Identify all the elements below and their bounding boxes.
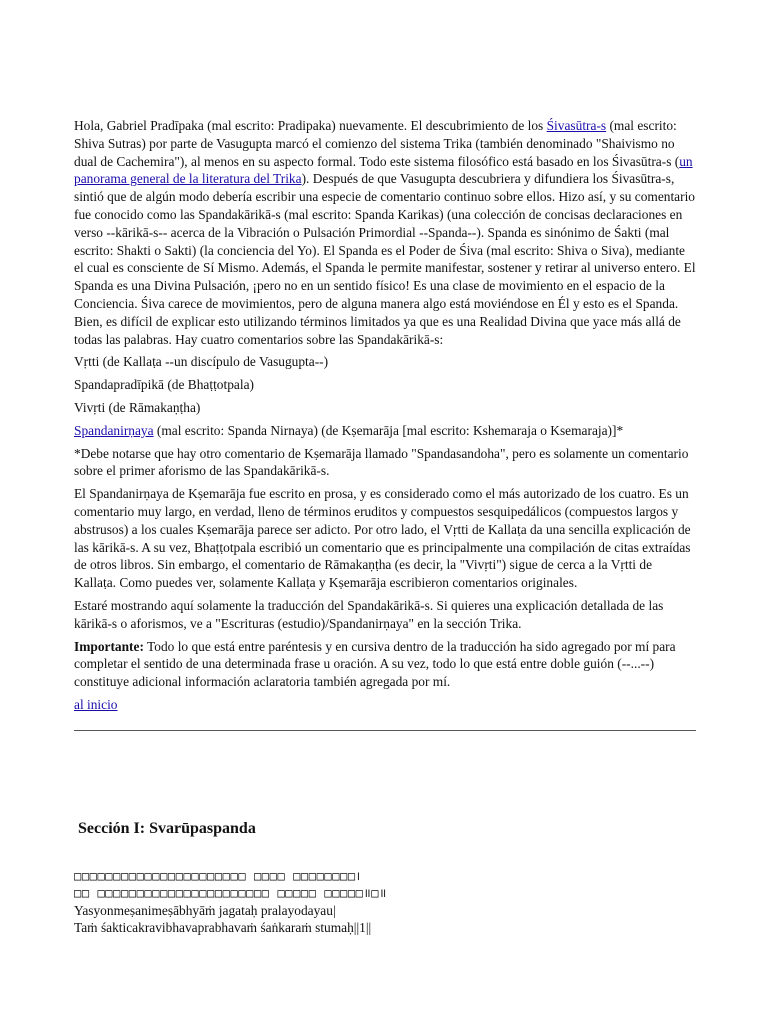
footnote-paragraph: *Debe notarse que hay otro comentario de Kṣemarāja llamado "Spandasandoha", pero es solamente un comentario sobre el primer aforismo de las Spandakārikā-s.: [74, 445, 689, 479]
verse-devanagari-line-2: □□ □□□□□□□□□□□□□□□□□□□□□□ □□□□□ □□□□□॥□॥: [74, 886, 387, 900]
back-to-top: [74, 696, 696, 714]
important-paragraph: [74, 638, 696, 691]
commentary-spandanirnaya: [74, 422, 696, 440]
important-label: Importante:: [74, 638, 144, 654]
verse-block: [74, 868, 696, 936]
back-to-top-link[interactable]: al inicio: [74, 696, 118, 712]
verse-transliteration-line-1: Yasyonmeṣanimeṣābhyāṁ jagataḥ pralayodayau|: [74, 903, 336, 918]
important-text: Todo lo que está entre paréntesis y en cursiva dentro de la traducción ha sido agregado por mí para completar el sentido de una determinada frase u oración. A su vez, todo lo que está entre doble guión (--...--) constituye adicional información aclaratoria también agregada por mí.: [74, 638, 676, 690]
intro-text-b: (mal escrito: Shiva Sutras) por parte de Vasugupta marcó el comienzo del sistema Trika (también denominado "Shaivismo no dual de Cachemira"), al menos en su aspecto formal. Todo este sistema filosófico está basado en los Śivasūtra-s (: [74, 118, 680, 169]
intro-text-c: ). Después de que Vasugupta descubriera y difundiera los Śivasūtra-s, sintió que de algún modo debería escribir una especie de comentario continuo sobre ellos. Hizo así, y su comentario fue conocido como las Spandakārikā-s (mal escrito: Spanda Karikas) (una colección de concisas declaraciones en verso --kārikā-s-- acerca de la Vibración o Pulsación Primordial --Spanda--). Spanda es sinónimo de Śakti (mal escrito: Shakti o Sakti) (la conciencia del Yo). El Spanda es el Poder de Śiva (mal escrito: Shiva o Siva), mediante el cual es consciente de Sí Mismo. Además, el Spanda le permite manifestar, sostener y retirar al universo entero. El Spanda es una Divina Pulsación, ¡pero no en un sentido físico! Es una clase de movimiento en el espacio de la Conciencia. Śiva carece de movimientos, pero de alguna manera algo está moviéndose en Él y esto es el Spanda. Bien, es difícil de explicar esto utilizando términos limitados ya que es una Realidad Divina que yace más allá de todas las palabras. Hay cuatro comentarios sobre las Spandakārikā-s:: [74, 171, 696, 347]
article-body: [74, 117, 696, 731]
commentary-vrtti: Vṛtti (de Kallaṭa --un discípulo de Vasugupta--): [74, 354, 329, 370]
verse-devanagari-line-1: □□□□□□□□□□□□□□□□□□□□□□ □□□□ □□□□□□□□।: [74, 869, 361, 883]
commentary-vivrti: Vivṛti (de Rāmakaṇṭha): [74, 399, 201, 415]
section-divider: [74, 730, 696, 731]
intro-paragraph: [74, 117, 696, 348]
nirnaya-paragraph: El Spandanirṇaya de Kṣemarāja fue escrito en prosa, y es considerado como el más autorizado de los cuatro. Es un comentario muy largo, en verdad, lleno de términos eruditos y compuestos sesquipedálicos (compuestos largos y abstrusos) a los cuales Kṣemarāja parece ser adicto. Por otro lado, el Vṛtti de Kallaṭa da una sencilla explicación de las kārikā-s. A su vez, Bhaṭṭotpala escribió un comentario que es principalmente una compilación de citas extraídas de otros libros. Sin embargo, el comentario de Rāmakaṇṭha (es decir, la "Vivṛti") sigue de cerca a la Vṛtti de Kallaṭa. Como puedes ver, solamente Kallaṭa y Kṣemarāja escribieron comentarios originales.: [74, 486, 691, 591]
trika-panorama-link[interactable]: un panorama general de la literatura del Trika: [74, 153, 693, 187]
commentary-spandanirnaya-text: (mal escrito: Spanda Nirnaya) (de Kṣemarāja [mal escrito: Kshemaraja o Ksemaraja)]*: [153, 422, 624, 438]
commentary-spandapradipika: Spandapradīpikā (de Bhaṭṭotpala): [74, 377, 254, 393]
translation-note-paragraph: Estaré mostrando aquí solamente la traducción del Spandakārikā-s. Si quieres una explicación detallada de las kārikā-s o aforismos, ve a "Escrituras (estudio)/Spandanirṇaya" en la sección Trika.: [74, 597, 664, 631]
intro-text-a: Hola, Gabriel Pradīpaka (mal escrito: Pradipaka) nuevamente. El descubrimiento de los: [74, 118, 547, 133]
section-title: Sección I: Svarūpaspanda: [78, 820, 256, 837]
sivasutra-link[interactable]: Śivasūtra-s: [546, 118, 607, 133]
spandanirnaya-link[interactable]: Spandanirṇaya: [74, 422, 154, 438]
verse-transliteration-line-2: Taṁ śakticakravibhavaprabhavaṁ śaṅkaraṁ stumaḥ||1||: [74, 920, 372, 935]
